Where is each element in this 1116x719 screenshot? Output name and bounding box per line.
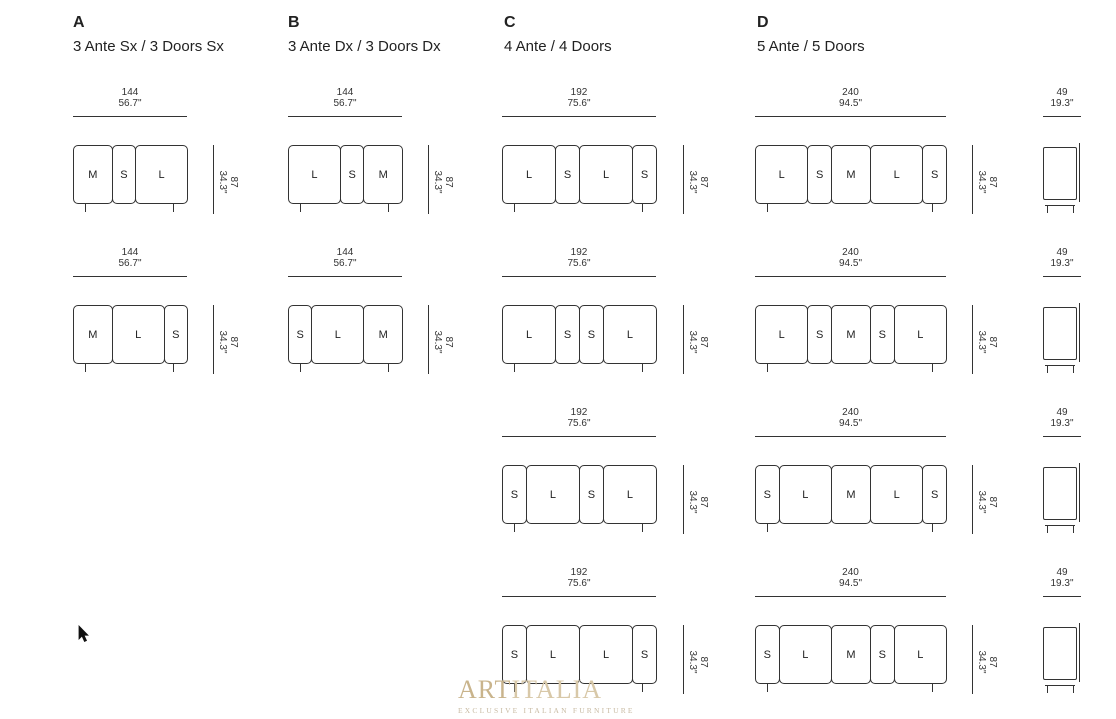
leg — [300, 364, 301, 372]
width-cm-label: 192 — [570, 247, 588, 258]
door-panel: S — [922, 465, 947, 524]
side-view-leg — [1047, 685, 1048, 693]
height-dimension-line — [972, 465, 973, 534]
height-dimension — [687, 165, 709, 199]
height-dimension-line — [213, 305, 214, 374]
depth-dimension-line — [1043, 276, 1081, 277]
door-panel: S — [288, 305, 312, 364]
height-inch-label: 34.3" — [976, 330, 987, 354]
width-cm-label: 240 — [842, 407, 859, 418]
height-cm-label: 87 — [443, 176, 454, 188]
door-panel: L — [870, 145, 923, 204]
width-inch-label: 75.6" — [567, 258, 591, 269]
side-view-body — [1043, 627, 1077, 680]
height-cm-label: 87 — [698, 496, 709, 508]
sideboard-unit — [502, 145, 656, 204]
height-inch-label: 34.3" — [687, 650, 698, 674]
door-panel: M — [831, 625, 871, 684]
sideboard-unit — [502, 305, 656, 364]
column-letter: B — [288, 14, 300, 31]
depth-dimension-line — [1043, 596, 1081, 597]
width-dimension-line — [502, 436, 656, 437]
width-dimension-line — [288, 276, 402, 277]
height-dimension-line — [972, 305, 973, 374]
height-dimension-line — [972, 145, 973, 214]
column-letter: C — [504, 14, 516, 31]
height-inch-label: 34.3" — [976, 490, 987, 514]
depth-dimension — [1039, 567, 1085, 589]
leg — [932, 524, 933, 532]
width-dimension — [73, 247, 187, 269]
depth-dimension — [1039, 407, 1085, 429]
door-panel: L — [779, 625, 832, 684]
leg — [173, 364, 174, 372]
side-view-body — [1043, 307, 1077, 360]
depth-cm-label: 49 — [1056, 87, 1068, 98]
width-dimension-line — [755, 436, 946, 437]
height-dimension — [432, 325, 454, 359]
column-subtitle: 3 Ante Dx / 3 Doors Dx — [288, 38, 441, 55]
side-view-base — [1045, 685, 1075, 686]
depth-inch-label: 19.3" — [1050, 418, 1074, 429]
width-cm-label: 192 — [570, 567, 588, 578]
door-panel: S — [755, 625, 780, 684]
column-subtitle: 3 Ante Sx / 3 Doors Sx — [73, 38, 224, 55]
width-inch-label: 94.5" — [838, 418, 862, 429]
width-cm-label: 144 — [121, 247, 139, 258]
door-panel: S — [502, 625, 527, 684]
width-cm-label: 240 — [842, 87, 859, 98]
width-dimension — [288, 247, 402, 269]
side-view-leg — [1073, 365, 1074, 373]
sideboard-unit — [755, 305, 946, 364]
sideboard-unit — [755, 625, 946, 684]
height-dimension — [687, 325, 709, 359]
column-subtitle: 5 Ante / 5 Doors — [757, 38, 865, 55]
height-inch-label: 34.3" — [432, 170, 443, 194]
door-panel: L — [603, 465, 657, 524]
height-dimension-line — [428, 145, 429, 214]
width-inch-label: 75.6" — [567, 578, 591, 589]
door-panel: L — [894, 305, 947, 364]
width-inch-label: 56.7" — [118, 98, 142, 109]
leg — [85, 204, 86, 212]
door-panel: M — [73, 305, 113, 364]
width-cm-label: 240 — [842, 247, 859, 258]
door-panel: S — [632, 145, 657, 204]
width-cm-label: 144 — [336, 87, 354, 98]
height-dimension — [976, 325, 998, 359]
logo-tagline: EXCLUSIVE ITALIAN FURNITURE — [458, 706, 635, 715]
leg — [767, 364, 768, 372]
height-dimension-line — [683, 145, 684, 214]
width-dimension-line — [755, 116, 946, 117]
width-inch-label: 56.7" — [333, 258, 357, 269]
door-panel: M — [363, 145, 403, 204]
door-panel: L — [526, 625, 580, 684]
side-view-body — [1043, 147, 1077, 200]
width-inch-label: 94.5" — [838, 578, 862, 589]
width-dimension — [755, 87, 946, 109]
door-panel: L — [311, 305, 364, 364]
side-view-leg — [1047, 365, 1048, 373]
width-inch-label: 94.5" — [838, 98, 862, 109]
height-inch-label: 34.3" — [687, 490, 698, 514]
height-cm-label: 87 — [987, 176, 998, 188]
depth-cm-label: 49 — [1056, 407, 1068, 418]
width-cm-label: 192 — [570, 87, 588, 98]
width-cm-label: 192 — [570, 407, 588, 418]
side-view-leg — [1047, 205, 1048, 213]
artitalia-logo — [458, 676, 658, 715]
side-view-leg — [1047, 525, 1048, 533]
door-panel: M — [363, 305, 403, 364]
door-panel: L — [112, 305, 165, 364]
door-panel: M — [831, 465, 871, 524]
door-panel: L — [135, 145, 188, 204]
side-view-leg — [1073, 685, 1074, 693]
height-inch-label: 34.3" — [976, 650, 987, 674]
door-panel: L — [870, 465, 923, 524]
leg — [642, 524, 643, 532]
width-dimension-line — [288, 116, 402, 117]
door-panel: S — [112, 145, 136, 204]
leg — [85, 364, 86, 372]
width-dimension — [502, 407, 656, 429]
width-dimension — [502, 567, 656, 589]
width-dimension-line — [755, 596, 946, 597]
leg — [767, 524, 768, 532]
height-inch-label: 34.3" — [217, 170, 228, 194]
column-letter: D — [757, 14, 769, 31]
side-view-base — [1045, 205, 1075, 206]
door-panel: S — [579, 305, 604, 364]
leg — [173, 204, 174, 212]
width-dimension-line — [73, 116, 187, 117]
door-panel: S — [340, 145, 364, 204]
height-cm-label: 87 — [987, 336, 998, 348]
depth-cm-label: 49 — [1056, 567, 1068, 578]
width-dimension — [755, 567, 946, 589]
height-dimension-line — [683, 625, 684, 694]
width-dimension — [755, 247, 946, 269]
depth-dimension — [1039, 87, 1085, 109]
door-panel: L — [755, 305, 808, 364]
sideboard-unit — [288, 305, 402, 364]
door-panel: S — [807, 145, 832, 204]
depth-inch-label: 19.3" — [1050, 258, 1074, 269]
door-panel: S — [555, 305, 580, 364]
height-cm-label: 87 — [987, 496, 998, 508]
leg — [767, 684, 768, 692]
height-dimension — [432, 165, 454, 199]
door-panel: S — [164, 305, 188, 364]
height-inch-label: 34.3" — [217, 330, 228, 354]
height-dimension-line — [683, 465, 684, 534]
width-inch-label: 56.7" — [333, 98, 357, 109]
width-dimension-line — [755, 276, 946, 277]
door-panel: L — [779, 465, 832, 524]
door-panel: S — [502, 465, 527, 524]
column-subtitle: 4 Ante / 4 Doors — [504, 38, 612, 55]
sideboard-unit — [755, 465, 946, 524]
door-panel: S — [579, 465, 604, 524]
height-dimension — [976, 165, 998, 199]
height-dimension-line — [213, 145, 214, 214]
height-dimension-line — [683, 305, 684, 374]
height-dimension — [976, 645, 998, 679]
height-cm-label: 87 — [443, 336, 454, 348]
height-dimension-line — [972, 625, 973, 694]
width-dimension — [73, 87, 187, 109]
height-cm-label: 87 — [698, 336, 709, 348]
height-dimension-line — [428, 305, 429, 374]
depth-dimension — [1039, 247, 1085, 269]
width-dimension — [502, 87, 656, 109]
width-dimension-line — [502, 276, 656, 277]
width-cm-label: 144 — [336, 247, 354, 258]
door-panel: S — [922, 145, 947, 204]
side-view-body — [1043, 467, 1077, 520]
width-inch-label: 75.6" — [567, 418, 591, 429]
height-inch-label: 34.3" — [976, 170, 987, 194]
height-dimension — [976, 485, 998, 519]
width-dimension — [755, 407, 946, 429]
mouse-cursor-icon — [78, 625, 90, 643]
depth-inch-label: 19.3" — [1050, 98, 1074, 109]
side-view-leg — [1073, 205, 1074, 213]
depth-inch-label: 19.3" — [1050, 578, 1074, 589]
height-dimension — [217, 165, 239, 199]
logo-part-italia: ITALIA — [511, 675, 603, 704]
side-view-base — [1045, 525, 1075, 526]
sideboard-unit — [502, 465, 656, 524]
width-dimension — [502, 247, 656, 269]
height-dimension — [687, 485, 709, 519]
leg — [932, 204, 933, 212]
leg — [388, 204, 389, 212]
door-panel: S — [870, 305, 895, 364]
width-inch-label: 56.7" — [118, 258, 142, 269]
door-panel: S — [807, 305, 832, 364]
leg — [642, 364, 643, 372]
width-dimension-line — [73, 276, 187, 277]
height-cm-label: 87 — [228, 176, 239, 188]
depth-dimension-line — [1043, 436, 1081, 437]
width-dimension — [288, 87, 402, 109]
sideboard-unit — [73, 305, 187, 364]
door-panel: L — [894, 625, 947, 684]
column-letter: A — [73, 14, 85, 31]
logo-part-art: ART — [458, 675, 512, 704]
leg — [388, 364, 389, 372]
width-dimension-line — [502, 596, 656, 597]
side-view-leg — [1073, 525, 1074, 533]
depth-dimension-line — [1043, 116, 1081, 117]
width-inch-label: 94.5" — [838, 258, 862, 269]
leg — [514, 204, 515, 212]
door-panel: L — [579, 145, 633, 204]
leg — [932, 364, 933, 372]
height-cm-label: 87 — [987, 656, 998, 668]
door-panel: L — [288, 145, 341, 204]
door-panel: L — [755, 145, 808, 204]
height-cm-label: 87 — [698, 656, 709, 668]
leg — [514, 524, 515, 532]
side-view-door-edge — [1079, 623, 1080, 682]
width-dimension-line — [502, 116, 656, 117]
width-cm-label: 240 — [842, 567, 859, 578]
door-panel: L — [502, 305, 556, 364]
door-panel: L — [579, 625, 633, 684]
height-cm-label: 87 — [698, 176, 709, 188]
height-dimension — [687, 645, 709, 679]
height-inch-label: 34.3" — [687, 170, 698, 194]
sideboard-unit — [288, 145, 402, 204]
side-view-door-edge — [1079, 463, 1080, 522]
side-view-base — [1045, 365, 1075, 366]
height-dimension — [217, 325, 239, 359]
door-panel: S — [870, 625, 895, 684]
door-panel: S — [555, 145, 580, 204]
leg — [300, 204, 301, 212]
height-cm-label: 87 — [228, 336, 239, 348]
door-panel: S — [632, 625, 657, 684]
door-panel: S — [755, 465, 780, 524]
sideboard-unit — [755, 145, 946, 204]
door-panel: L — [603, 305, 657, 364]
width-inch-label: 75.6" — [567, 98, 591, 109]
sideboard-unit — [73, 145, 187, 204]
door-panel: L — [526, 465, 580, 524]
depth-cm-label: 49 — [1056, 247, 1068, 258]
leg — [642, 204, 643, 212]
door-panel: L — [502, 145, 556, 204]
side-view-door-edge — [1079, 143, 1080, 202]
door-panel: M — [831, 145, 871, 204]
side-view-door-edge — [1079, 303, 1080, 362]
width-cm-label: 144 — [121, 87, 139, 98]
leg — [767, 204, 768, 212]
door-panel: M — [73, 145, 113, 204]
door-panel: M — [831, 305, 871, 364]
leg — [932, 684, 933, 692]
height-inch-label: 34.3" — [432, 330, 443, 354]
height-inch-label: 34.3" — [687, 330, 698, 354]
leg — [514, 364, 515, 372]
